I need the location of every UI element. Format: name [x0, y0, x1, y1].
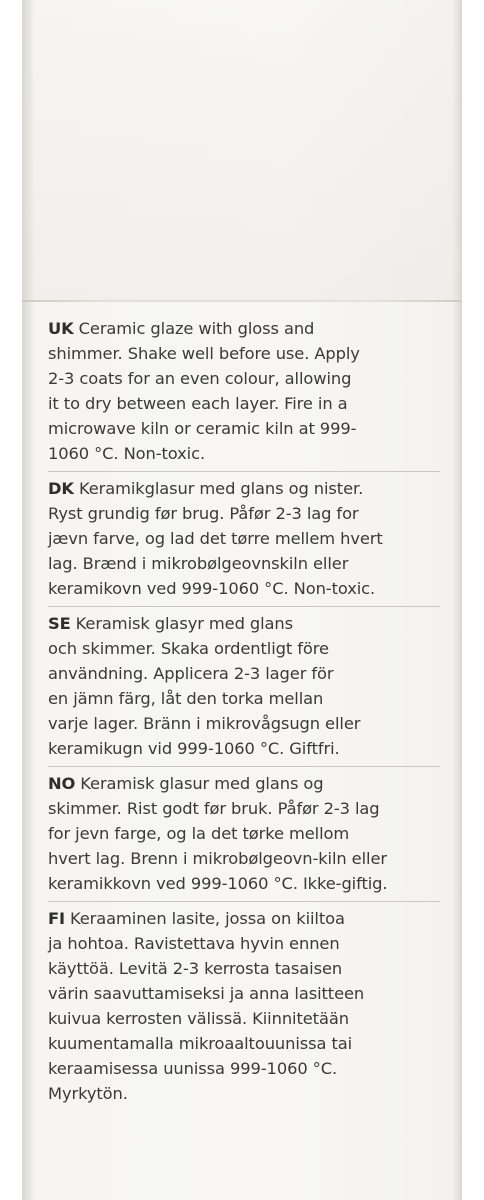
section-fi-line-6: keraamisessa uunissa 999-1060 °C.	[48, 1059, 338, 1078]
section-no-line-3: hvert lag. Brenn i mikrobølgeovn-kiln eller	[48, 849, 387, 868]
section-se-line-0-text: Keramisk glasyr med glans	[75, 614, 294, 633]
box-top-flap	[22, 0, 462, 300]
section-uk-line-1: shimmer. Shake well before use. Apply	[48, 344, 360, 363]
section-fi-line-0	[48, 906, 440, 931]
section-dk-line-3: lag. Brænd i mikrobølgeovnskiln eller	[48, 554, 349, 573]
section-no	[48, 767, 440, 902]
section-uk-code: UK	[48, 319, 74, 338]
section-no-line-0	[48, 771, 440, 796]
section-dk-line-0-text: Keramikglasur med glans og nister.	[78, 479, 364, 498]
section-fi-code: FI	[48, 909, 65, 928]
section-dk-line-1: Ryst grundig før brug. Påfør 2-3 lag for	[48, 504, 359, 523]
section-fi	[48, 902, 440, 1111]
section-fi-text	[48, 906, 440, 1106]
section-dk-line-0	[48, 476, 440, 501]
box-fold-line	[22, 300, 462, 302]
section-se-code: SE	[48, 614, 71, 633]
section-uk-line-0	[48, 316, 440, 341]
section-uk-line-4: microwave kiln or ceramic kiln at 999-	[48, 419, 357, 438]
section-se-line-2: användning. Applicera 2-3 lager för	[48, 664, 334, 683]
section-dk-code: DK	[48, 479, 74, 498]
section-uk-line-5: 1060 °C. Non-toxic.	[48, 444, 206, 463]
instructions-panel	[48, 312, 440, 1111]
section-no-line-1: skimmer. Rist godt før bruk. Påfør 2-3 lag	[48, 799, 380, 818]
section-se-line-0	[48, 611, 440, 636]
section-uk	[48, 312, 440, 472]
section-fi-line-0-text: Keraaminen lasite, jossa on kiiltoa	[69, 909, 345, 928]
section-uk-text	[48, 316, 440, 466]
section-no-text	[48, 771, 440, 896]
section-fi-line-1: ja hohtoa. Ravistettava hyvin ennen	[48, 934, 340, 953]
section-se-text	[48, 611, 440, 761]
section-fi-line-4: kuivua kerrosten välissä. Kiinnitetään	[48, 1009, 349, 1028]
section-se-line-4: varje lager. Bränn i mikrovågsugn eller	[48, 714, 361, 733]
section-fi-line-3: värin saavuttamiseksi ja anna lasitteen	[48, 984, 365, 1003]
section-dk	[48, 472, 440, 607]
section-se-line-1: och skimmer. Skaka ordentligt före	[48, 639, 329, 658]
section-no-line-0-text: Keramisk glasur med glans og	[80, 774, 324, 793]
section-no-line-4: keramikkovn ved 999-1060 °C. Ikke-giftig.	[48, 874, 388, 893]
section-se-line-5: keramikugn vid 999-1060 °C. Giftfri.	[48, 739, 340, 758]
section-no-line-2: for jevn farge, og la det tørke mellom	[48, 824, 350, 843]
section-uk-line-0-text: Ceramic glaze with gloss and	[78, 319, 315, 338]
section-fi-line-2: käyttöä. Levitä 2-3 kerrosta tasaisen	[48, 959, 343, 978]
section-se	[48, 607, 440, 767]
section-dk-line-2: jævn farve, og lad det tørre mellem hvert	[48, 529, 383, 548]
section-uk-line-3: it to dry between each layer. Fire in a	[48, 394, 348, 413]
section-dk-line-4: keramikovn ved 999-1060 °C. Non-toxic.	[48, 579, 376, 598]
section-fi-line-5: kuumentamalla mikroaaltouunissa tai	[48, 1034, 353, 1053]
section-dk-text	[48, 476, 440, 601]
section-fi-line-7: Myrkytön.	[48, 1084, 128, 1103]
section-uk-line-2: 2-3 coats for an even colour, allowing	[48, 369, 352, 388]
section-no-code: NO	[48, 774, 76, 793]
section-se-line-3: en jämn färg, låt den torka mellan	[48, 689, 324, 708]
